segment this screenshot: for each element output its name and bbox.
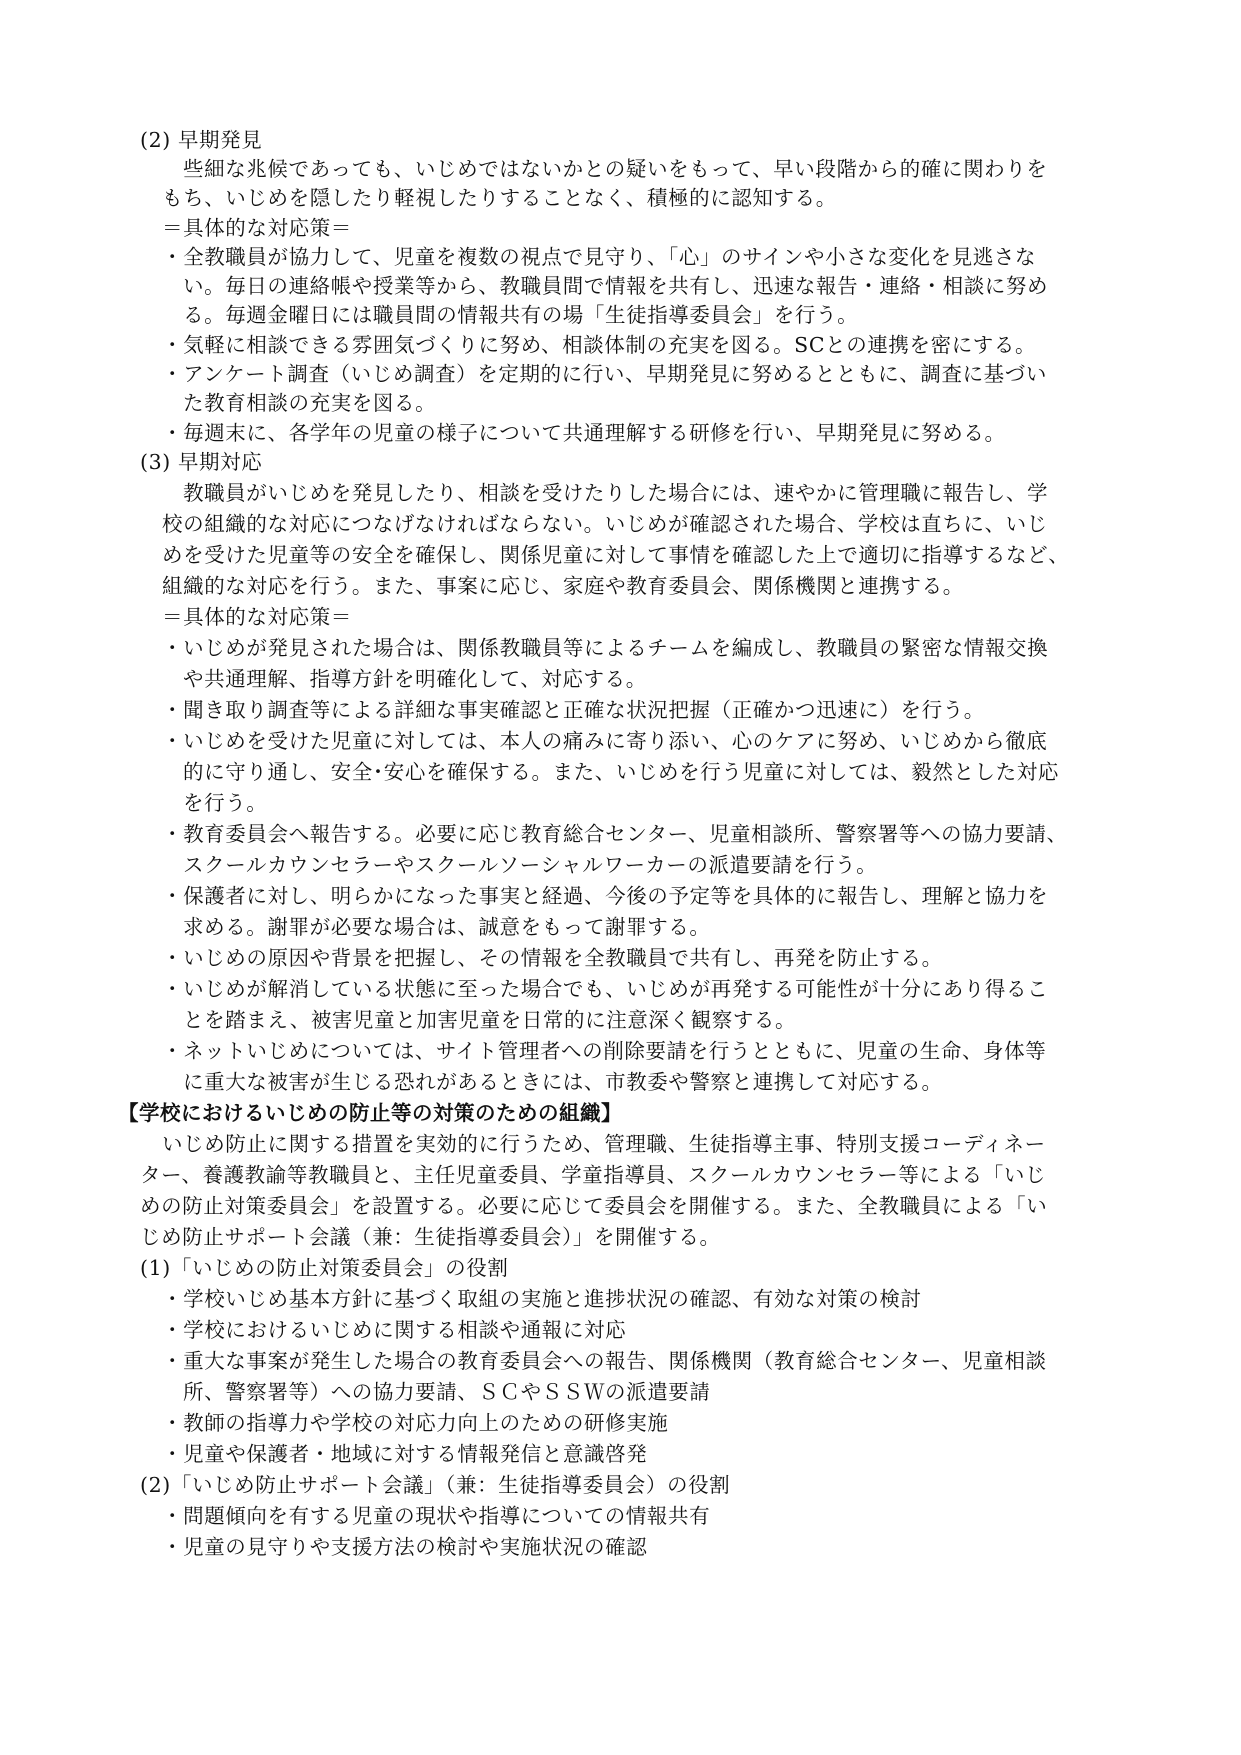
list-item: ・教育委員会へ報告する。必要に応じ教育総合センター、児童相談所、警察署等への協力要請、 bbox=[162, 822, 1068, 846]
paragraph-line: めを受けた児童等の安全を確保し、関係児童に対して事情を確認した上で適切に指導するなど、 bbox=[162, 543, 1070, 567]
list-item: ・学校いじめ基本方針に基づく取組の実施と進捗状況の確認、有効な対策の検討 bbox=[162, 1287, 922, 1311]
list-item: ・毎週末に、各学年の児童の様子について共通理解する研修を行い、早期発見に努める。 bbox=[162, 421, 1006, 445]
list-item: ・いじめの原因や背景を把握し、その情報を全教職員で共有し、再発を防止する。 bbox=[162, 946, 943, 970]
list-item: ・重大な事案が発生した場合の教育委員会への報告、関係機関（教育総合センター、児童相談 bbox=[162, 1349, 1047, 1373]
list-item: ・いじめを受けた児童に対しては、本人の痛みに寄り添い、心のケアに努め、いじめから徹底 bbox=[162, 729, 1048, 753]
paragraph-line: いじめ防止に関する措置を実効的に行うため、管理職、生徒指導主事、特別支援コーディネー bbox=[162, 1132, 1046, 1156]
list-item-continuation: や共通理解、指導方針を明確化して、対応する。 bbox=[183, 667, 647, 691]
committee-heading: (1)「いじめの防止対策委員会」の役割 bbox=[140, 1256, 509, 1280]
list-item-continuation: スクールカウンセラーやスクールソーシャルワーカーの派遣要請を行う。 bbox=[183, 853, 878, 877]
list-item: ・学校におけるいじめに関する相談や通報に対応 bbox=[162, 1318, 627, 1342]
list-item: ・ネットいじめについては、サイト管理者への削除要請を行うとともに、児童の生命、身体等 bbox=[162, 1039, 1047, 1063]
list-item: ・気軽に相談できる雰囲気づくりに努め、相談体制の充実を図る。SCとの連携を密にする。 bbox=[162, 333, 1037, 357]
list-item-continuation: る。毎週金曜日には職員間の情報共有の場「生徒指導委員会」を行う。 bbox=[183, 303, 859, 327]
paragraph-line: もち、いじめを隠したり軽視したりすることなく、積極的に認知する。 bbox=[162, 186, 837, 210]
list-item-continuation: に重大な被害が生じる恐れがあるときには、市教委や警察と連携して対応する。 bbox=[183, 1070, 943, 1094]
list-item: ・アンケート調査（いじめ調査）を定期的に行い、早期発見に努めるとともに、調査に基づい bbox=[162, 362, 1047, 386]
paragraph-line: 些細な兆候であっても、いじめではないかとの疑いをもって、早い段階から的確に関わりを bbox=[183, 157, 1048, 181]
support-meeting-heading: (2)「いじめ防止サポート会議」（兼：生徒指導委員会）の役割 bbox=[140, 1473, 731, 1497]
paragraph-line: めの防止対策委員会」を設置する。必要に応じて委員会を開催する。また、全教職員による「い bbox=[140, 1194, 1048, 1218]
measures-label: ＝具体的な対応策＝ bbox=[162, 216, 352, 240]
section-heading-early-detection: (2) 早期発見 bbox=[140, 128, 263, 152]
list-item-continuation: 求める。謝罪が必要な場合は、誠意をもって謝罪する。 bbox=[183, 915, 711, 939]
paragraph-line: じめ防止サポート会議（兼：生徒指導委員会）」を開催する。 bbox=[140, 1225, 721, 1249]
list-item: ・児童の見守りや支援方法の検討や実施状況の確認 bbox=[162, 1535, 648, 1559]
list-item-continuation: を行う。 bbox=[183, 791, 268, 815]
section-heading-early-response: (3) 早期対応 bbox=[140, 450, 263, 474]
paragraph-line: 教職員がいじめを発見したり、相談を受けたりした場合には、速やかに管理職に報告し、学 bbox=[183, 481, 1049, 505]
list-item: ・いじめが解消している状態に至った場合でも、いじめが再発する可能性が十分にあり得るこ bbox=[162, 977, 1049, 1001]
list-item-continuation: 的に守り通し、安全･安心を確保する。また、いじめを行う児童に対しては、毅然とした対応 bbox=[183, 760, 1059, 784]
list-item: ・問題傾向を有する児童の現状や指導についての情報共有 bbox=[162, 1504, 711, 1528]
list-item-continuation: た教育相談の充実を図る。 bbox=[183, 391, 437, 415]
list-item: ・児童や保護者・地域に対する情報発信と意識啓発 bbox=[162, 1442, 648, 1466]
list-item: ・教師の指導力や学校の対応力向上のための研修実施 bbox=[162, 1411, 669, 1435]
paragraph-line: 組織的な対応を行う。また、事案に応じ、家庭や教育委員会、関係機関と連携する。 bbox=[162, 574, 964, 598]
measures-label: ＝具体的な対応策＝ bbox=[162, 605, 352, 629]
list-item-continuation: い。毎日の連絡帳や授業等から、教職員間で情報を共有し、迅速な報告・連絡・相談に努め bbox=[183, 274, 1049, 298]
paragraph-line: 校の組織的な対応につなげなければならない。いじめが確認された場合、学校は直ちに、いじ bbox=[162, 512, 1048, 536]
list-item: ・保護者に対し、明らかになった事実と経過、今後の予定等を具体的に報告し、理解と協力を bbox=[162, 884, 1049, 908]
list-item: ・聞き取り調査等による詳細な事実確認と正確な状況把握（正確かつ迅速に）を行う。 bbox=[162, 698, 985, 722]
paragraph-line: ター、養護教諭等教職員と、主任児童委員、学童指導員、スクールカウンセラー等による「いじ bbox=[140, 1163, 1047, 1187]
list-item: ・全教職員が協力して、児童を複数の視点で見守り、「心」のサインや小さな変化を見逃さな bbox=[162, 245, 1037, 269]
list-item: ・いじめが発見された場合は、関係教職員等によるチームを編成し、教職員の緊密な情報交換 bbox=[162, 636, 1049, 660]
list-item-continuation: 所、警察署等）への協力要請、ＳＣやＳＳＷの派遣要請 bbox=[183, 1380, 711, 1404]
list-item-continuation: とを踏まえ、被害児童と加害児童を日常的に注意深く観察する。 bbox=[183, 1008, 797, 1032]
section-heading-organization: 【学校におけるいじめの防止等の対策のための組織】 bbox=[118, 1101, 622, 1125]
